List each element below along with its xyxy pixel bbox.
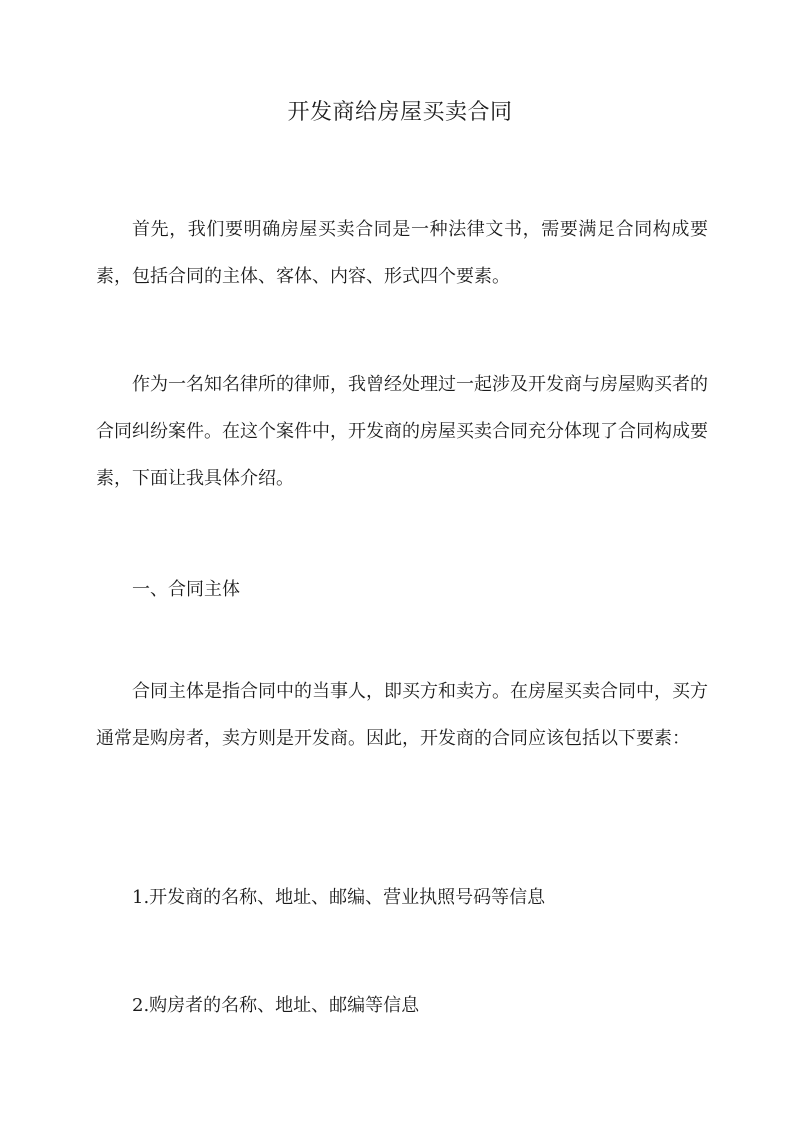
paragraph-intro: 首先，我们要明确房屋买卖合同是一种法律文书，需要满足合同构成要素，包括合同的主体、客体、内容、形式四个要素。 [96, 219, 708, 287]
paragraph-contract-parties: 合同主体是指合同中的当事人，即买方和卖方。在房屋买卖合同中，买方通常是购房者，卖方则是开发商。因此，开发商的合同应该包括以下要素： [96, 681, 708, 749]
document-title: 开发商给房屋买卖合同 [287, 100, 513, 125]
list-item-buyer-info: 2.购房者的名称、地址、邮编等信息 [132, 995, 420, 1016]
list-item-developer-info: 1.开发商的名称、地址、邮编、营业执照号码等信息 [132, 887, 546, 908]
paragraph-lawyer-case: 作为一名知名律所的律师，我曾经处理过一起涉及开发商与房屋购买者的合同纠纷案件。在这个案件中，开发商的房屋买卖合同充分体现了合同构成要素，下面让我具体介绍。 [96, 374, 708, 489]
section-heading-contract-parties: 一、合同主体 [132, 579, 240, 600]
